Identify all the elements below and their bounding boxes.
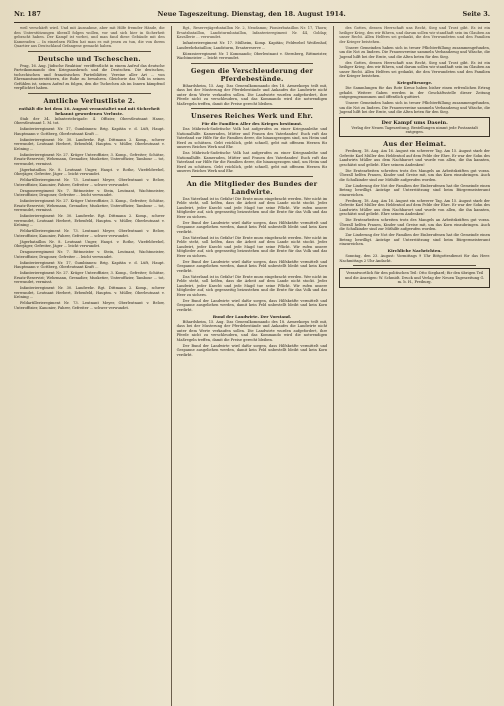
article-text: Zur Linderung der Not der Familien der Einberufenen hat die Gemeinde einen Betrag bewilligt. Anträge auf Unterstützung sind beim Bürgermeisteramt einzureichen. (339, 183, 491, 197)
article-text: Das Mährisch-Sudetische Volk hat aufgerufen zu einer Kriegsanleihe und Nationalhilfe. Kameraden, Mütter und Frauen des Vaterlandes! Euch ruft das Vaterland zur Hilfe für die Familien derer, die hinausgezogen sind, um Heim und Herd zu schützen. Gebt reichlich, gebt schnell, gebt mit offenem Herzen für unseres Reiches Werk und Ehr. (176, 127, 328, 149)
imprint-box: Verantwortlich für den politischen Teil: Otto Sieghard; für den übrigen Teil und die Anzeigen: W. Schmidt. Druck und Verlag der Neuen Tageszeitung G. m. b. H., Freiburg. (339, 268, 490, 287)
article-text: Jägerbataillon Nr. 8. Leutnant Unger, Haupt. v. Rothe, Vizefeldwebel, Oberjäger, Gefreiter, Jäger ... leicht verwundet. (14, 239, 165, 248)
section-title: Gegen die Verschleuderung der Pferdebestände. (190, 66, 314, 83)
divider (28, 51, 151, 52)
section-subtitle: Kriegsfürsorge. (397, 80, 433, 85)
masthead-line: Neue Tageszeitung. Dienstag, den 18. August 1914. (157, 10, 346, 18)
column-3 (333, 26, 490, 706)
article-text: Das Mährisch-Sudetische Volk hat aufgerufen zu einer Kriegsanleihe und Nationalhilfe. Kameraden, Mütter und Frauen des Vaterlandes! Euch ruft das Vaterland zur Hilfe für die Familien derer, die hinausgezogen sind, um Heim und Herd zu schützen. Gebt reichlich, gebt schnell, gebt mit offenem Herzen für unseres Reiches Werk und Ehr. (176, 151, 328, 173)
article-text: Infanterieregiment Nr. 17, Gumbinnen: Brig. Kapitän v. d. Lüft, Haupt. Hauptmann v. Gottberg, Oberleutnant Kraft ... (14, 127, 165, 136)
section-title: Aus der Heimat. (383, 140, 447, 149)
article-text: Der Bund der Landwirte wird dafür sorgen, dass Hilfskräfte vermittelt und Gespanne ausgeliehen werden, damit kein Feld unbestellt bleibt und kein Korn verdirbt. (176, 220, 328, 234)
article-text: Infanterieregiment Nr. 17. Mülheim, Komp. Kapitän; Feldwebel Weißenhof, Landwehrbataillon; Landsturm, Ersatzreserve ... (176, 41, 328, 50)
article-text: Die Erntearbeiten schreiten trotz des Mangels an Arbeitskräften gut voran. Überall helfen Frauen, Kinder und Greise mit, um das Korn einzubringen. Auch die Schulkinder sind zur Mithilfe aufgerufen worden. (339, 218, 491, 232)
article-text: des Gottes, dessen Herrschaft uns Recht, Sieg und Trost gibt. Es ist ein heiliger Krieg, den wir führen, und darum sollen wir standhaft sein im Glauben an unser Recht. Allen Helfern sei gedankt, die den Verwundeten und den Familien der Krieger beistehen. (339, 60, 491, 78)
article-text: Infanterieregiment Nr. 27. Krüger Unteroffizier, 3. Komp., Gefreiter; Schütze, Ersatz-Reservist; Wehrmann, Grenadier, Musketier, Unteroffizier, Tambour ... tot, verwundet, vermisst. (14, 271, 165, 284)
ad-title: Der Kampf ums Dasein. (381, 119, 448, 126)
article-text: Bihardsheim, 15. Aug. Das Generalkommando des 18. Armeekorps teilt mit, dass bei der Musterung der Pferdebestände und Ankaufes die Landwirte nicht unter dem Werte verkaufen sollen. Die Landwirte wurden aufgefordert, ihre Pferde nicht zu verschleudern, und das Kommando wird die notwendigen Maßregeln treffen, damit die Preise gerecht bleiben. (176, 83, 328, 106)
section-subtitle: Kirchliche Nachrichten. (387, 248, 442, 254)
article-text: Dragonerregiment Nr. 7. Rittmeister v. Stein, Leutnant, Wachtmeister, Unteroffizier, Dragoner, Gefreiter ... leicht verwundet. (14, 250, 165, 259)
article-text: Zur Linderung der Not der Familien der Einberufenen hat die Gemeinde einen Betrag bewilligt. Anträge auf Unterstützung sind beim Bürgermeisteramt einzureichen. (339, 233, 491, 247)
article-text: Das Vaterland ist in Gefahr! Die Ernte muss eingebracht werden. Wer nicht im Felde steht, soll helfen, dass die Arbeit auf dem Lande nicht stockt. Jeder Landwirt, jeder Knecht und jede Magd tue seine Pflicht. Wir rufen unsere Mitglieder auf, sich gegenseitig beizustehen und die Ernte für das Volk und das Heer zu sichern. (176, 274, 328, 297)
article-text: Sonntag, den 23. August: Vormittags 9 Uhr Bittgottesdienst für das Heer. Nachmittags 2 Uhr Andacht. (339, 254, 491, 263)
article-text: Infanterieregiment Nr. 30. Landwehr. Rgt. Dittmann 2. Komp., schwer verwundet, Leutnant Herbert, Erbenfeld, Hauptm. v. Müller, Oberleutnant v. Kröning ... (14, 286, 165, 299)
section-subtitle: enthält die bei dem 16. August veranstaltet und mit Sicherheit bekannt gewordenen Verluste. (18, 105, 160, 116)
article-text: Der Bund der Landwirte wird dafür sorgen, dass Hilfskräfte vermittelt und Gespanne ausgeliehen werden, damit kein Feld unbestellt bleibt und kein Korn verdirbt. (176, 343, 328, 357)
article-text: Infanterieregiment Nr. 30. Landwehr. Rgt. Dittmann 2. Komp., schwer verwundet, Leutnant Herbert, Erbenfeld, Hauptm. v. Müller, Oberleutnant v. Kröning ... (14, 214, 165, 227)
article-text: Prag, 16. Aug. Jüdische Reaktion' veröffentlicht in einem Aufruf das deutsche Parteikommando den Kriegsausbruch und die Deutschen. Die deutschen, tschechischen und französischen Parteiblätter, Vereine aller Art ... von Ehrenamtsunterstützern, die Ruhe zu bewahren. Gleichwie das Volk in seinen Gefühlen ist, seinen Aufruf zu folgen, den die Tschechen als im Innern kämpfend verpflichtet haben. (14, 63, 165, 90)
article-text: Rgt., Reservejägerbataillon Nr. 2, Neudamm; Pionierbataillon Nr. 17, Thorn; Ersatzbataillon, Landsturmbataillon, Infanterieregiment Nr. 44, Goldap; Kavallerie ... verwundet. (176, 26, 328, 39)
page-header (14, 10, 490, 23)
section-subtitle: Für die Familien Aller des Krieges bestimmt. (201, 121, 303, 126)
divider (191, 176, 314, 177)
section-title: An die Mitglieder des Bundes der Landwirte. (186, 179, 318, 196)
article-text: weil verschärft wird. Und mit Ausnahme, aber mit Hilfe fremder Hände, die den Unterstützungen überall folgen wollen, vor und sich hier in Sicherheit gebracht haben. Der Kampf ist vorbei, und man fand diese Gebäude mit den Kameraden ... In einzelnen Fällen hat man es mit jenen zu tun, die von ihrem Quartier aus Deutschland Gefangene gemacht haben. (14, 26, 165, 48)
article-text: Die Sammlungen für das Rote Kreuz haben bisher einen erfreulichen Ertrag gehabt. Weitere Gaben werden in der Geschäftsstelle dieser Zeitung entgegengenommen und öffentlich quittiert. (339, 86, 491, 99)
article-text: Der Bund der Landwirte wird dafür sorgen, dass Hilfskräfte vermittelt und Gespanne ausgeliehen werden, damit kein Feld unbestellt bleibt und kein Korn verdirbt. (176, 298, 328, 312)
article-text: Infanterieregiment Nr. 27. Krüger Unteroffizier, 3. Komp., Gefreiter; Schütze, Ersatz-Reservist; Wehrmann, Grenadier, Musketier, Unteroffizier, Tambour ... tot, verwundet, vermisst. (14, 199, 165, 212)
article-text: Dragonerregiment Nr. 7. Rittmeister v. Stein, Leutnant, Wachtmeister, Unteroffizier, Dragoner, Gefreiter ... leicht verwundet. (14, 188, 165, 197)
divider (191, 108, 314, 109)
article-text: Unsere Gemeinden haben sich in treuer Pflichterfüllung zusammengefunden, um die Not zu lindern. Die Frauenvereine sammeln Verbandzeug und Wäsche, die Jugend hilft bei der Ernte, und die Alten beten für den Sieg. (339, 101, 491, 114)
article-text: Feldartillerieregiment Nr. 73. Leutnant Meyer, Oberleutnant v. Below, Unteroffizier, Kanonier, Fahrer, Gefreiter ... schwer verwundet. (14, 301, 165, 310)
advertisement-box (339, 117, 490, 138)
article-text: Stab der 34. Infanteriebrigade: 4. Offizier, Oberstleutnant Hasse, Oberstleutnant 1. M. tot. (14, 116, 165, 125)
page-number: Seite 3. (462, 10, 490, 18)
column-1 (14, 26, 165, 706)
section-title: Deutsche und Tscheschen. (37, 54, 141, 63)
issue-number: Nr. 187 (14, 10, 41, 18)
article-text: Feldartillerieregiment Nr. 73. Leutnant Meyer, Oberleutnant v. Below, Unteroffizier, Kanonier, Fahrer, Gefreiter ... schwer verwundet. (14, 229, 165, 238)
ad-text: Verlag der Neuen Tageszeitung. Bestellungen nimmt jede Postanstalt entgegen. (351, 125, 478, 134)
article-text: Feldartillerieregiment Nr. 73. Leutnant Meyer, Oberleutnant v. Below, Unteroffizier, Kanonier, Fahrer, Gefreiter ... schwer verwundet. (14, 178, 165, 187)
signature: Bund der Landwirte. Der Vorstand. (212, 313, 292, 319)
divider (353, 265, 476, 266)
article-text: Infanterieregiment Nr. 30. Landwehr. Rgt. Dittmann 2. Komp., schwer verwundet, Leutnant Herbert, Erbenfeld, Hauptm. v. Müller, Oberleutnant v. Kröning ... (14, 137, 165, 151)
article-text: Unsere Gemeinden haben sich in treuer Pflichterfüllung zusammengefunden, um die Not zu lindern. Die Frauenvereine sammeln Verbandzeug und Wäsche, die Jugend hilft bei der Ernte, und die Alten beten für den Sieg. (339, 45, 491, 59)
article-text: des Gottes, dessen Herrschaft uns Recht, Sieg und Trost gibt. Es ist ein heiliger Krieg, den wir führen, und darum sollen wir standhaft sein im Glauben an unser Recht. Allen Helfern sei gedankt, die den Verwundeten und den Familien der Krieger beistehen. (339, 26, 491, 44)
columns (14, 26, 490, 706)
article-text: Freiburg, 18. Aug. Am 16. August ein schwerer Tag. Am 15. August starb der Gefreite Karl Müller den Heldentod auf dem Felde der Ehre. Er war der Sohn des Landwirts Müller aus dem Nachbarort und wurde von allen, die ihn kannten, geschätzt und geliebt. Ehre seinem Andenken! (339, 198, 491, 217)
article-text: Das Vaterland ist in Gefahr! Die Ernte muss eingebracht werden. Wer nicht im Felde steht, soll helfen, dass die Arbeit auf dem Lande nicht stockt. Jeder Landwirt, jeder Knecht und jede Magd tue seine Pflicht. Wir rufen unsere Mitglieder auf, sich gegenseitig beizustehen und die Ernte für das Volk und das Heer zu sichern. (176, 235, 328, 258)
article-text: Infanterieregiment Nr. 17, Gumbinnen: Brig. Kapitän v. d. Lüft, Haupt. Hauptmann v. Gottberg, Oberleutnant Kraft ... (14, 260, 165, 269)
divider (191, 63, 314, 64)
divider (28, 93, 151, 94)
section-title: Amtliche Verlustliste 2. (43, 96, 136, 105)
article-text: Der Bund der Landwirte wird dafür sorgen, dass Hilfskräfte vermittelt und Gespanne ausgeliehen werden, damit kein Feld unbestellt bleibt und kein Korn verdirbt. (176, 259, 328, 273)
article-text: Kürassierregiment Nr. 1 Kommando; Oberleutnant v. Sternberg, Rittmeister, Wachtmeister ... leicht verwundet. (176, 51, 328, 60)
article-text: Freiburg, 18. Aug. Am 16. August ein schwerer Tag. Am 15. August starb der Gefreite Karl Müller den Heldentod auf dem Felde der Ehre. Er war der Sohn des Landwirts Müller aus dem Nachbarort und wurde von allen, die ihn kannten, geschätzt und geliebt. Ehre seinem Andenken! (339, 149, 491, 167)
article-text: Infanterieregiment Nr. 27. Krüger Unteroffizier, 3. Komp., Gefreiter; Schütze, Ersatz-Reservist; Wehrmann, Grenadier, Musketier, Unteroffizier, Tambour ... tot, verwundet, vermisst. (14, 152, 165, 166)
article-text: Jägerbataillon Nr. 8. Leutnant Unger, Haupt. v. Rothe, Vizefeldwebel, Oberjäger, Gefreiter, Jäger ... leicht verwundet. (14, 167, 165, 176)
section-title: Unseres Reiches Werk und Ehr. (191, 112, 313, 120)
column-2 (171, 26, 328, 706)
article-text: Bihardsheim, 15. Aug. Das Generalkommando des 18. Armeekorps teilt mit, dass bei der Musterung der Pferdebestände und Ankaufes die Landwirte nicht unter dem Werte verkaufen sollen. Die Landwirte wurden aufgefordert, ihre Pferde nicht zu verschleudern, und das Kommando wird die notwendigen Maßregeln treffen, damit die Preise gerecht bleiben. (176, 319, 328, 342)
article-text: Das Vaterland ist in Gefahr! Die Ernte muss eingebracht werden. Wer nicht im Felde steht, soll helfen, dass die Arbeit auf dem Lande nicht stockt. Jeder Landwirt, jeder Knecht und jede Magd tue seine Pflicht. Wir rufen unsere Mitglieder auf, sich gegenseitig beizustehen und die Ernte für das Volk und das Heer zu sichern. (176, 196, 328, 219)
article-text: Die Erntearbeiten schreiten trotz des Mangels an Arbeitskräften gut voran. Überall helfen Frauen, Kinder und Greise mit, um das Korn einzubringen. Auch die Schulkinder sind zur Mithilfe aufgerufen worden. (339, 168, 491, 182)
